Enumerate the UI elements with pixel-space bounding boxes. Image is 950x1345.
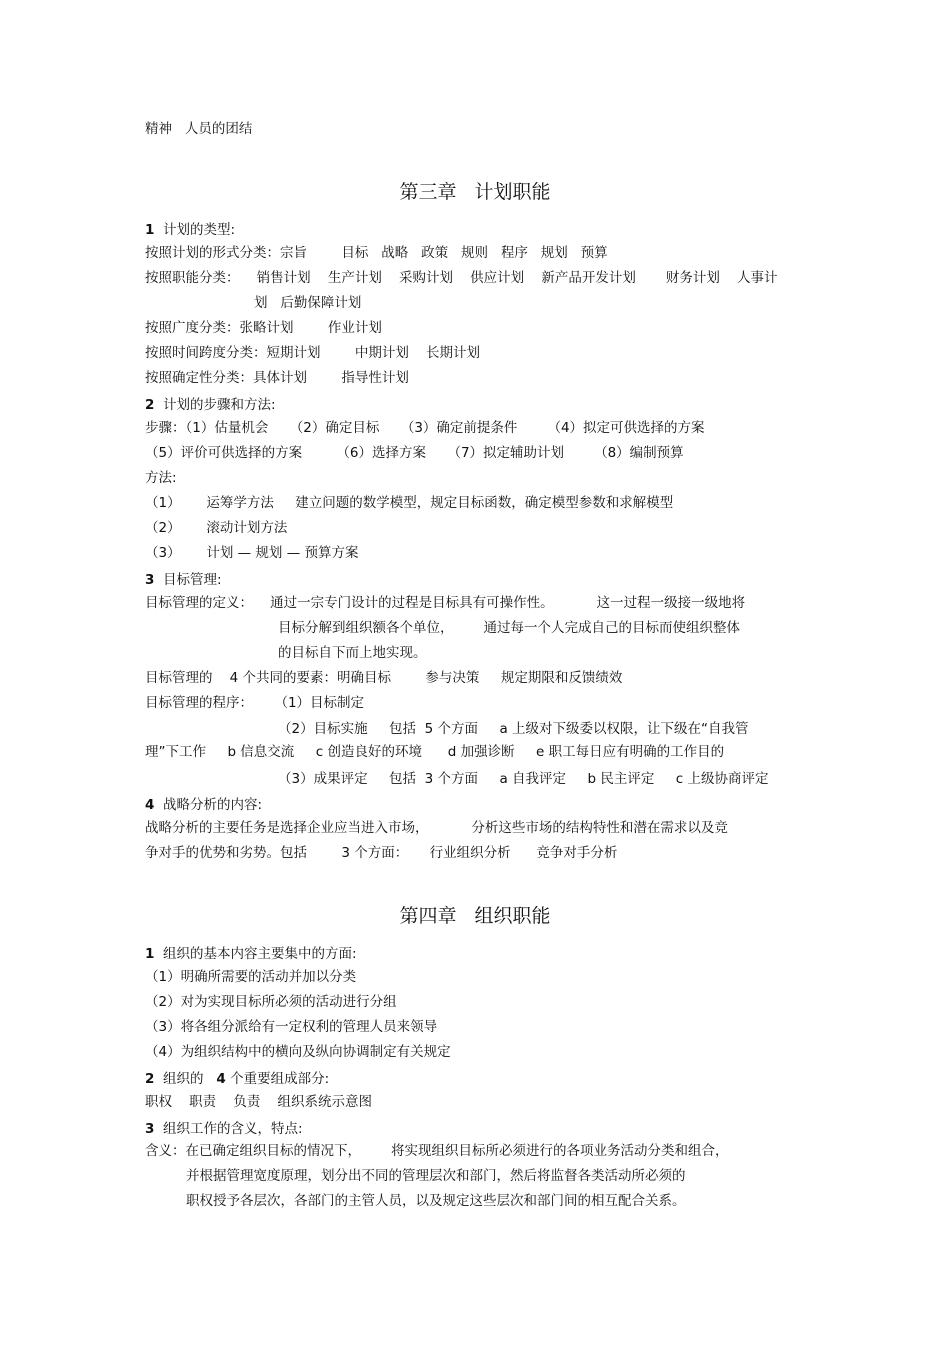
ch3-s1-line: 按照职能分类： 销售计划 生产计划 采购计划 供应计划 新产品开发计划 财务计划 人事计 bbox=[145, 270, 778, 286]
ch4-s2-heading-post: 个重要组成部分: bbox=[225, 1071, 330, 1087]
ch3-s3-line: 理”下工作 b 信息交流 c 创造良好的环境 d 加强诊断 e 职工每日应有明确的工作目的 bbox=[145, 744, 725, 760]
ch4-s1-num: 1 bbox=[145, 946, 155, 962]
ch4-s2-num2: 4 bbox=[216, 1071, 226, 1087]
ch4-s1-line: （1）明确所需要的活动并加以分类 bbox=[145, 969, 357, 985]
ch3-s1-line: 划 后勤保障计划 bbox=[254, 295, 362, 311]
ch3-s2-num: 2 bbox=[145, 397, 155, 413]
ch3-s4-num: 4 bbox=[145, 797, 155, 813]
ch4-s2-heading-pre: 组织的 bbox=[154, 1071, 217, 1087]
ch4-s3-line: 含义：在已确定组织目标的情况下， 将实现组织目标所必须进行的各项业务活动分类和组合， bbox=[145, 1143, 729, 1159]
ch3-s4-line: 争对手的优势和劣势。包括 3 个方面： 行业组织分析 竞争对手分析 bbox=[145, 845, 618, 861]
ch3-s2-line: （1） 运筹学方法 建立问题的数学模型，规定目标函数，确定模型参数和求解模型 bbox=[145, 495, 674, 511]
ch4-s1-line: （3）将各组分派给有一定权利的管理人员来领导 bbox=[145, 1019, 438, 1035]
ch4-s2-line: 职权 职责 负责 组织系统示意图 bbox=[145, 1094, 372, 1110]
ch3-s2-line: （5）评价可供选择的方案 （6）选择方案 （7）拟定辅助计划 （8）编制预算 bbox=[145, 445, 684, 461]
ch3-s2-heading bbox=[145, 396, 276, 414]
ch4-s1-heading bbox=[145, 945, 357, 963]
ch3-s1-line: 按照时间跨度分类：短期计划 中期计划 长期计划 bbox=[145, 345, 480, 361]
ch4-s3-num: 3 bbox=[145, 1121, 155, 1137]
chapter3-title: 第三章 计划职能 bbox=[399, 181, 551, 203]
ch4-s3-line: 并根据管理宽度原理，划分出不同的管理层次和部门，然后将监督各类活动所必须的 bbox=[186, 1168, 686, 1184]
ch3-s3-line: 目标管理的 4 个共同的要素：明确目标 参与决策 规定期限和反馈绩效 bbox=[145, 670, 623, 686]
ch4-s3-heading bbox=[145, 1120, 303, 1138]
ch4-s3-heading-text: 组织工作的含义，特点: bbox=[154, 1121, 303, 1137]
ch3-s3-line: （3）成果评定 包括 3 个方面 a 自我评定 b 民主评定 c 上级协商评定 bbox=[278, 771, 769, 787]
ch3-s1-line: 按照广度分类：张略计划 作业计划 bbox=[145, 320, 382, 336]
ch4-s3-line: 职权授予各层次，各部门的主管人员，以及规定这些层次和部门间的相互配合关系。 bbox=[186, 1193, 686, 1209]
ch3-s3-num: 3 bbox=[145, 572, 155, 588]
ch4-s2-heading bbox=[145, 1070, 329, 1088]
ch3-s1-line: 按照确定性分类：具体计划 指导性计划 bbox=[145, 370, 409, 386]
ch3-s2-line: （2） 滚动计划方法 bbox=[145, 520, 288, 536]
top-line: 精神 人员的团结 bbox=[145, 121, 253, 137]
ch3-s2-line: （3） 计划 — 规划 — 预算方案 bbox=[145, 545, 359, 561]
ch4-s1-heading-text: 组织的基本内容主要集中的方面: bbox=[154, 946, 357, 962]
chapter4-title: 第四章 组织职能 bbox=[399, 905, 551, 927]
ch3-s3-heading bbox=[145, 571, 222, 589]
ch3-s3-line: 的目标自下而上地实现。 bbox=[278, 645, 427, 661]
ch3-s1-heading-text: 计划的类型: bbox=[154, 222, 236, 238]
ch3-s2-heading-text: 计划的步骤和方法: bbox=[154, 397, 276, 413]
ch4-s1-line: （4）为组织结构中的横向及纵向协调制定有关规定 bbox=[145, 1044, 451, 1060]
ch3-s1-line: 按照计划的形式分类：宗旨 目标 战略 政策 规则 程序 规划 预算 bbox=[145, 245, 608, 261]
ch3-s3-line: 目标管理的程序： （1）目标制定 bbox=[145, 695, 365, 711]
ch3-s4-heading-text: 战略分析的内容: bbox=[154, 797, 263, 813]
ch4-s1-line: （2）对为实现目标所必须的活动进行分组 bbox=[145, 994, 397, 1010]
ch3-s3-line: （2）目标实施 包括 5 个方面 a 上级对下级委以权限，让下级在“自我管 bbox=[278, 721, 749, 737]
ch3-s2-line: 方法: bbox=[145, 470, 177, 486]
ch3-s2-line: 步骤：（1）估量机会 （2）确定目标 （3）确定前提条件 （4）拟定可供选择的方案 bbox=[145, 420, 705, 436]
ch4-s2-num: 2 bbox=[145, 1071, 155, 1087]
ch3-s3-line: 目标管理的定义： 通过一宗专门设计的过程是目标具有可操作性。 这一过程一级接一级地将 bbox=[145, 595, 746, 611]
ch3-s3-heading-text: 目标管理: bbox=[154, 572, 222, 588]
ch3-s1-num: 1 bbox=[145, 222, 155, 238]
ch3-s3-line: 目标分解到组织额各个单位， 通过每一个人完成自己的目标而使组织整体 bbox=[278, 620, 741, 636]
ch3-s4-heading bbox=[145, 796, 262, 814]
ch3-s4-line: 战略分析的主要任务是选择企业应当进入市场， 分析这些市场的结构特性和潜在需求以及竞 bbox=[145, 820, 728, 836]
ch3-s1-heading bbox=[145, 221, 235, 239]
